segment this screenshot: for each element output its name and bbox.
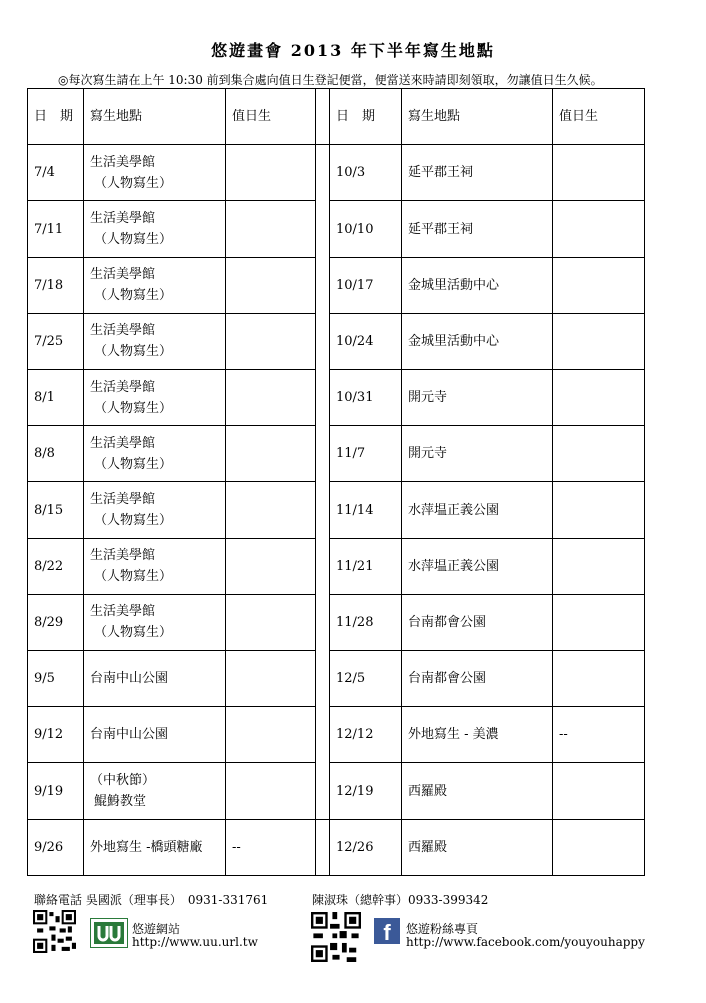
table-row <box>28 370 645 426</box>
column-gap <box>316 89 330 145</box>
row-date: 8/29 <box>28 594 84 650</box>
table-row <box>28 763 645 819</box>
row-date: 11/21 <box>330 538 402 594</box>
row-date: 12/12 <box>330 707 402 763</box>
table-row <box>28 707 645 763</box>
contact-chairman: 吳國派（理事長） 0931-331761 <box>85 893 269 907</box>
row-date: 9/26 <box>28 819 84 875</box>
header-row <box>28 89 645 145</box>
row-place <box>84 313 226 369</box>
place-name: 生活美學館 <box>90 154 156 170</box>
row-date: 8/15 <box>28 482 84 538</box>
place-name: 生活美學館 <box>90 604 156 620</box>
row-place: 延平郡王祠 <box>402 201 553 257</box>
place-name: 生活美學館 <box>90 379 156 395</box>
row-place <box>84 201 226 257</box>
place-name: （中秋節） <box>90 773 156 789</box>
place-name: 生活美學館 <box>90 548 156 564</box>
row-duty <box>553 257 645 313</box>
row-place <box>84 257 226 313</box>
header-date: 日 期 <box>28 89 84 145</box>
website-qr-icon <box>33 910 76 953</box>
row-date: 11/28 <box>330 594 402 650</box>
row-duty <box>226 145 316 201</box>
contact-line <box>34 891 268 908</box>
row-duty <box>553 482 645 538</box>
place-note: （人物寫生） <box>94 569 173 585</box>
row-duty <box>553 370 645 426</box>
place-note: （人物寫生） <box>94 456 173 472</box>
column-gap <box>316 538 330 594</box>
row-duty <box>226 482 316 538</box>
table-row <box>28 594 645 650</box>
column-gap <box>316 819 330 875</box>
row-place <box>84 819 226 875</box>
row-date: 7/4 <box>28 145 84 201</box>
facebook-qr-icon <box>311 912 361 962</box>
place-note: （人物寫生） <box>94 625 173 641</box>
table-row <box>28 538 645 594</box>
column-gap <box>316 594 330 650</box>
place-note: （人物寫生） <box>94 232 173 247</box>
row-date: 9/5 <box>28 651 84 707</box>
row-place <box>84 145 226 201</box>
column-gap <box>316 426 330 482</box>
row-date: 10/31 <box>330 370 402 426</box>
row-date: 12/5 <box>330 651 402 707</box>
row-duty <box>553 763 645 819</box>
column-gap <box>316 370 330 426</box>
place-note: （人物寫生） <box>94 344 173 360</box>
facebook-url-link[interactable]: http://www.facebook.com/youyouhappy <box>406 935 645 949</box>
row-duty <box>553 594 645 650</box>
row-duty <box>553 313 645 369</box>
column-gap <box>316 145 330 201</box>
header-duty: 值日生 <box>226 89 316 145</box>
row-duty <box>226 594 316 650</box>
row-duty <box>226 201 316 257</box>
place-name: 外地寫生 -橋頭糖廠 <box>90 839 203 855</box>
header-place: 寫生地點 <box>402 89 553 145</box>
row-place: 水萍塭正義公園 <box>402 538 553 594</box>
header-duty: 值日生 <box>553 89 645 145</box>
column-gap <box>316 763 330 819</box>
row-duty <box>226 257 316 313</box>
table-row <box>28 426 645 482</box>
table-row <box>28 201 645 257</box>
row-date: 8/22 <box>28 538 84 594</box>
row-date: 7/25 <box>28 313 84 369</box>
place-name: 生活美學館 <box>90 211 156 226</box>
column-gap <box>316 707 330 763</box>
row-duty <box>553 201 645 257</box>
row-duty: -- <box>226 819 316 875</box>
header-date: 日 期 <box>330 89 402 145</box>
row-date: 12/26 <box>330 819 402 875</box>
phone-label: 聯絡電話 <box>34 893 83 907</box>
row-date: 11/7 <box>330 426 402 482</box>
row-date: 12/19 <box>330 763 402 819</box>
place-name: 生活美學館 <box>90 492 156 508</box>
row-date: 9/19 <box>28 763 84 819</box>
row-duty <box>553 651 645 707</box>
facebook-label: 悠遊粉絲專頁 <box>406 922 479 936</box>
row-place: 金城里活動中心 <box>402 313 553 369</box>
row-place: 金城里活動中心 <box>402 257 553 313</box>
row-date: 9/12 <box>28 707 84 763</box>
row-place: 外地寫生 - 美濃 <box>402 707 553 763</box>
contact-secretary: 陳淑珠（總幹事）0933-399342 <box>312 893 489 907</box>
place-note: （人物寫生） <box>94 513 173 529</box>
row-place <box>84 594 226 650</box>
place-name: 台南中山公園 <box>90 671 169 687</box>
schedule-table <box>27 88 645 876</box>
table-row <box>28 651 645 707</box>
table-row <box>28 313 645 369</box>
place-note: （人物寫生） <box>94 288 173 304</box>
row-duty <box>226 370 316 426</box>
column-gap <box>316 257 330 313</box>
row-duty <box>226 538 316 594</box>
row-place: 台南都會公園 <box>402 594 553 650</box>
column-gap <box>316 482 330 538</box>
place-note: 鯤鯓教堂 <box>94 794 147 810</box>
row-date: 10/10 <box>330 201 402 257</box>
site-url-link[interactable]: http://www.uu.url.tw <box>132 935 258 949</box>
row-duty <box>226 707 316 763</box>
row-date: 10/3 <box>330 145 402 201</box>
row-place: 開元寺 <box>402 426 553 482</box>
row-duty <box>553 426 645 482</box>
row-place: 台南都會公園 <box>402 651 553 707</box>
place-name: 生活美學館 <box>90 323 156 339</box>
row-place <box>84 707 226 763</box>
row-place: 水萍塭正義公園 <box>402 482 553 538</box>
column-gap <box>316 313 330 369</box>
row-place <box>84 538 226 594</box>
row-place <box>84 426 226 482</box>
row-date: 8/8 <box>28 426 84 482</box>
row-duty <box>226 426 316 482</box>
column-gap <box>316 201 330 257</box>
table-row <box>28 257 645 313</box>
row-duty <box>553 145 645 201</box>
row-date: 7/18 <box>28 257 84 313</box>
row-place: 西羅殿 <box>402 763 553 819</box>
instruction-note: ◎每次寫生請在上午 10:30 前到集合處向值日生登記便當，便當送來時請即刻領取，勿讓值日生久候。 <box>58 73 603 87</box>
row-date: 11/14 <box>330 482 402 538</box>
header-place: 寫生地點 <box>84 89 226 145</box>
facebook-icon: f <box>374 918 400 944</box>
site-label: 悠遊網站 <box>132 922 181 936</box>
row-place <box>84 482 226 538</box>
row-duty <box>226 313 316 369</box>
table-row <box>28 819 645 875</box>
row-duty <box>553 538 645 594</box>
row-duty <box>226 651 316 707</box>
place-note: （人物寫生） <box>94 400 173 416</box>
row-place <box>84 651 226 707</box>
place-name: 生活美學館 <box>90 267 156 283</box>
place-note: （人物寫生） <box>94 175 173 191</box>
row-duty <box>553 819 645 875</box>
column-gap <box>316 651 330 707</box>
site-logo-icon <box>90 918 128 948</box>
row-date: 10/24 <box>330 313 402 369</box>
row-place: 西羅殿 <box>402 819 553 875</box>
place-name: 台南中山公園 <box>90 727 169 743</box>
row-date: 10/17 <box>330 257 402 313</box>
row-place: 延平郡王祠 <box>402 145 553 201</box>
row-duty: -- <box>553 707 645 763</box>
row-place: 開元寺 <box>402 370 553 426</box>
place-name: 生活美學館 <box>90 435 156 451</box>
table-row <box>28 482 645 538</box>
table-row <box>28 145 645 201</box>
row-place <box>84 763 226 819</box>
row-duty <box>226 763 316 819</box>
row-date: 7/11 <box>28 201 84 257</box>
page-title: 悠遊畫會 2013 年下半年寫生地點 <box>211 41 495 60</box>
row-date: 8/1 <box>28 370 84 426</box>
row-place <box>84 370 226 426</box>
